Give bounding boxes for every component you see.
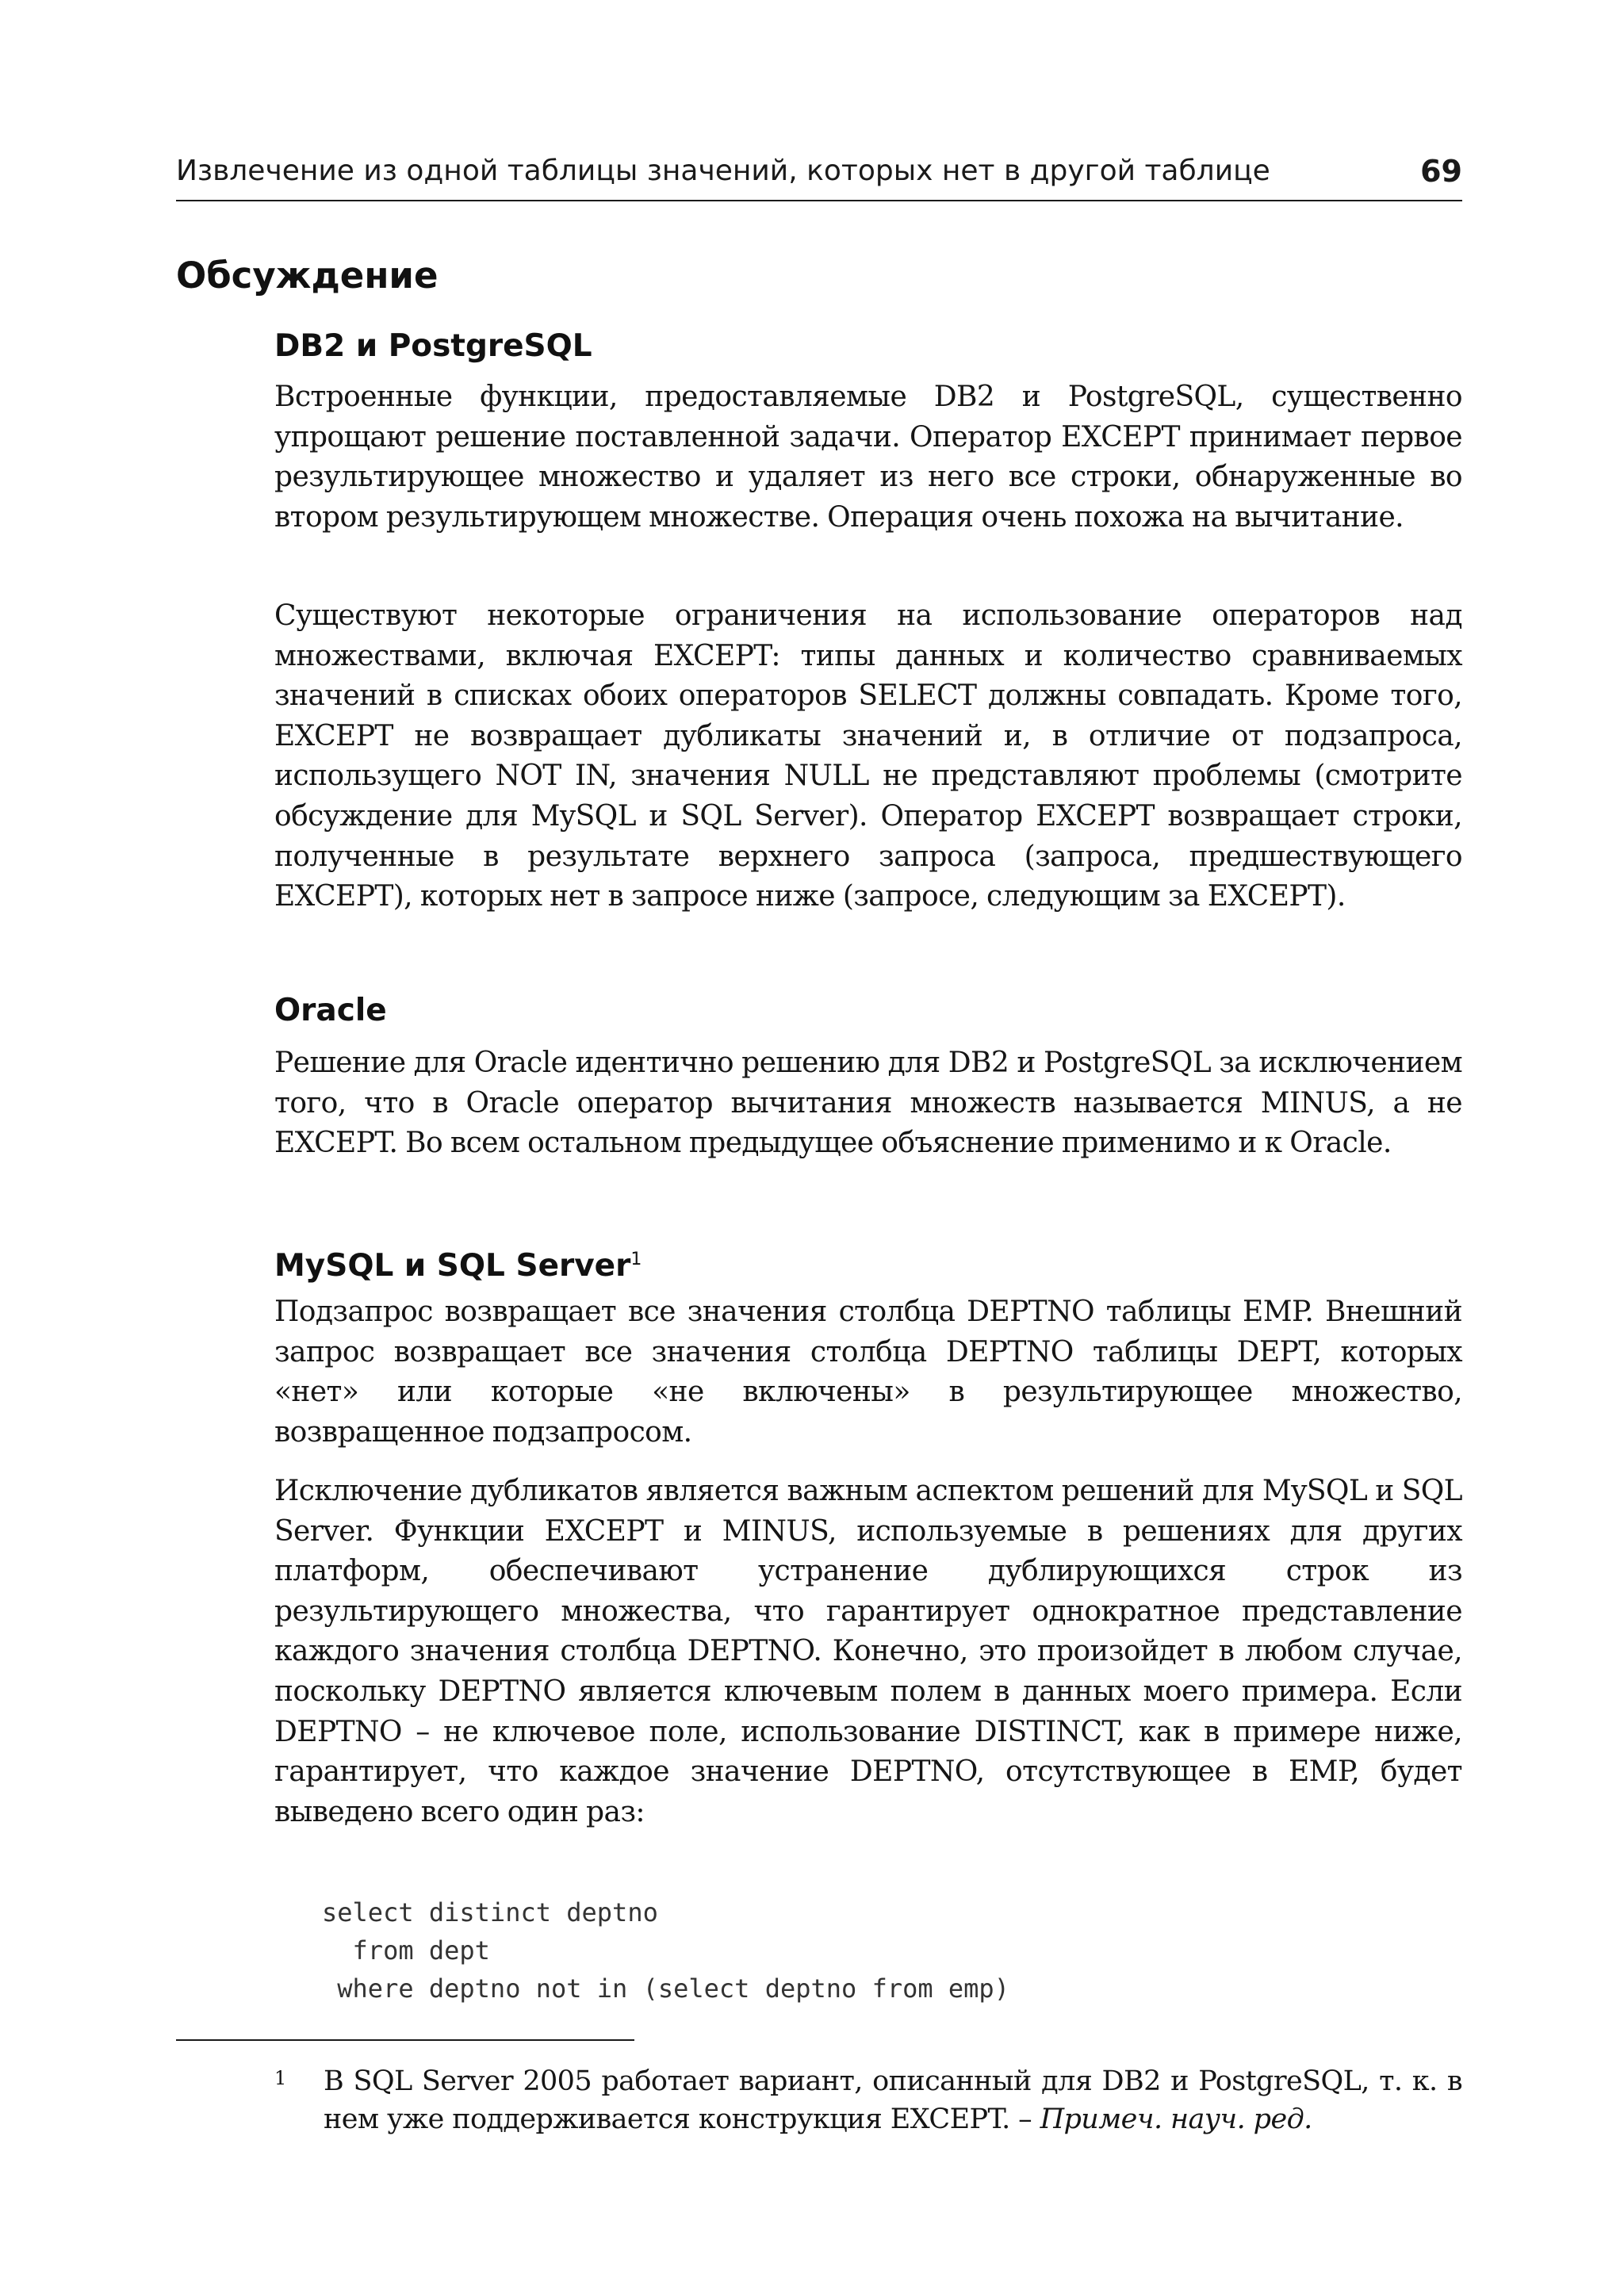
subsection-heading-mysql-sqlserver	[274, 1240, 642, 1286]
code-line: select distinct deptno	[322, 1897, 658, 1927]
paragraph-mysql-2: Исключение дубликатов является важным аспектом решений для MySQL и SQL Server. Функции EXCEPT и MINUS, используемые в решениях для других платформ, обеспечивают устранение дублирующихся строк из результирующего множества, что гарантирует однократное представление каждого значения столбца DEPTNO. Конечно, это произойдет в любом случае, поскольку DEPTNO является ключевым полем в данных моего примера. Если DEPTNO – не ключевое поле, использование DISTINCT, как в примере ниже, гарантирует, что каждое значение DEPTNO, отсутствующее в EMP, будет выведено всего один раз:	[274, 1475, 1462, 1828]
subsection-heading-db2-postgresql: DB2 и PostgreSQL	[274, 328, 592, 364]
header-rule	[176, 200, 1462, 201]
subsection-heading-text: MySQL и SQL Server	[274, 1248, 631, 1284]
page-number: 69	[1420, 154, 1462, 189]
footnote-body: В SQL Server 2005 работает вариант, описанный для DB2 и PostgreSQL, т. к. в нем уже поддерживается конструкция EXCEPT. –	[324, 2065, 1462, 2135]
footnote-rule	[176, 2039, 634, 2041]
paragraph-db2-1: Встроенные функции, предоставляемые DB2 и PostgreSQL, существенно упрощают решение поставленной задачи. Оператор EXCEPT принимает первое результирующее множество и удаляет из него все строки, обнаруженные во втором результирующем множестве. Операция очень похожа на вычитание.	[274, 381, 1462, 534]
paragraph-oracle: Решение для Oracle идентично решению для DB2 и PostgreSQL за исключением того, что в Oracle оператор вычитания множеств называется MINUS, а не EXCEPT. Во всем остальном предыдущее объяснение применимо и к Oracle.	[274, 1047, 1462, 1160]
footnote-mark: 1	[274, 2067, 287, 2089]
footnote-text	[324, 2062, 1462, 2138]
footnote-editor-note: Примеч. науч. ред.	[1040, 2104, 1312, 2135]
paragraph-mysql-1: Подзапрос возвращает все значения столбца DEPTNO таблицы EMP. Внешний запрос возвращает все значения столбца DEPTNO таблицы DEPT, которых «нет» или которые «не включены» в результирующее множество, возвращенное подзапросом.	[274, 1296, 1462, 1449]
running-title: Извлечение из одной таблицы значений, которых нет в другой таблице	[176, 155, 1270, 187]
footnote-reference: 1	[630, 1250, 642, 1269]
section-title: Обсуждение	[176, 255, 439, 297]
code-line: where deptno not in (select deptno from emp)	[322, 1973, 1009, 2004]
code-block	[322, 1893, 1009, 2008]
subsection-heading-oracle: Oracle	[274, 993, 387, 1028]
code-line: from dept	[322, 1935, 490, 1966]
paragraph-db2-2: Существуют некоторые ограничения на использование операторов над множествами, включая EXCEPT: типы данных и количество сравниваемых значений в списках обоих операторов SELECT должны совпадать. Кроме того, EXCEPT не возвращает дубликаты значений и, в отличие от подзапроса, использущего NOT IN, значения NULL не представляют проблемы (смотрите обсуждение для MySQL и SQL Server). Оператор EXCEPT возвращает строки, полученные в результате верхнего запроса (запроса, предшествующего EXCEPT), которых нет в запросе ниже (запросе, следующим за EXCEPT).	[274, 599, 1462, 913]
